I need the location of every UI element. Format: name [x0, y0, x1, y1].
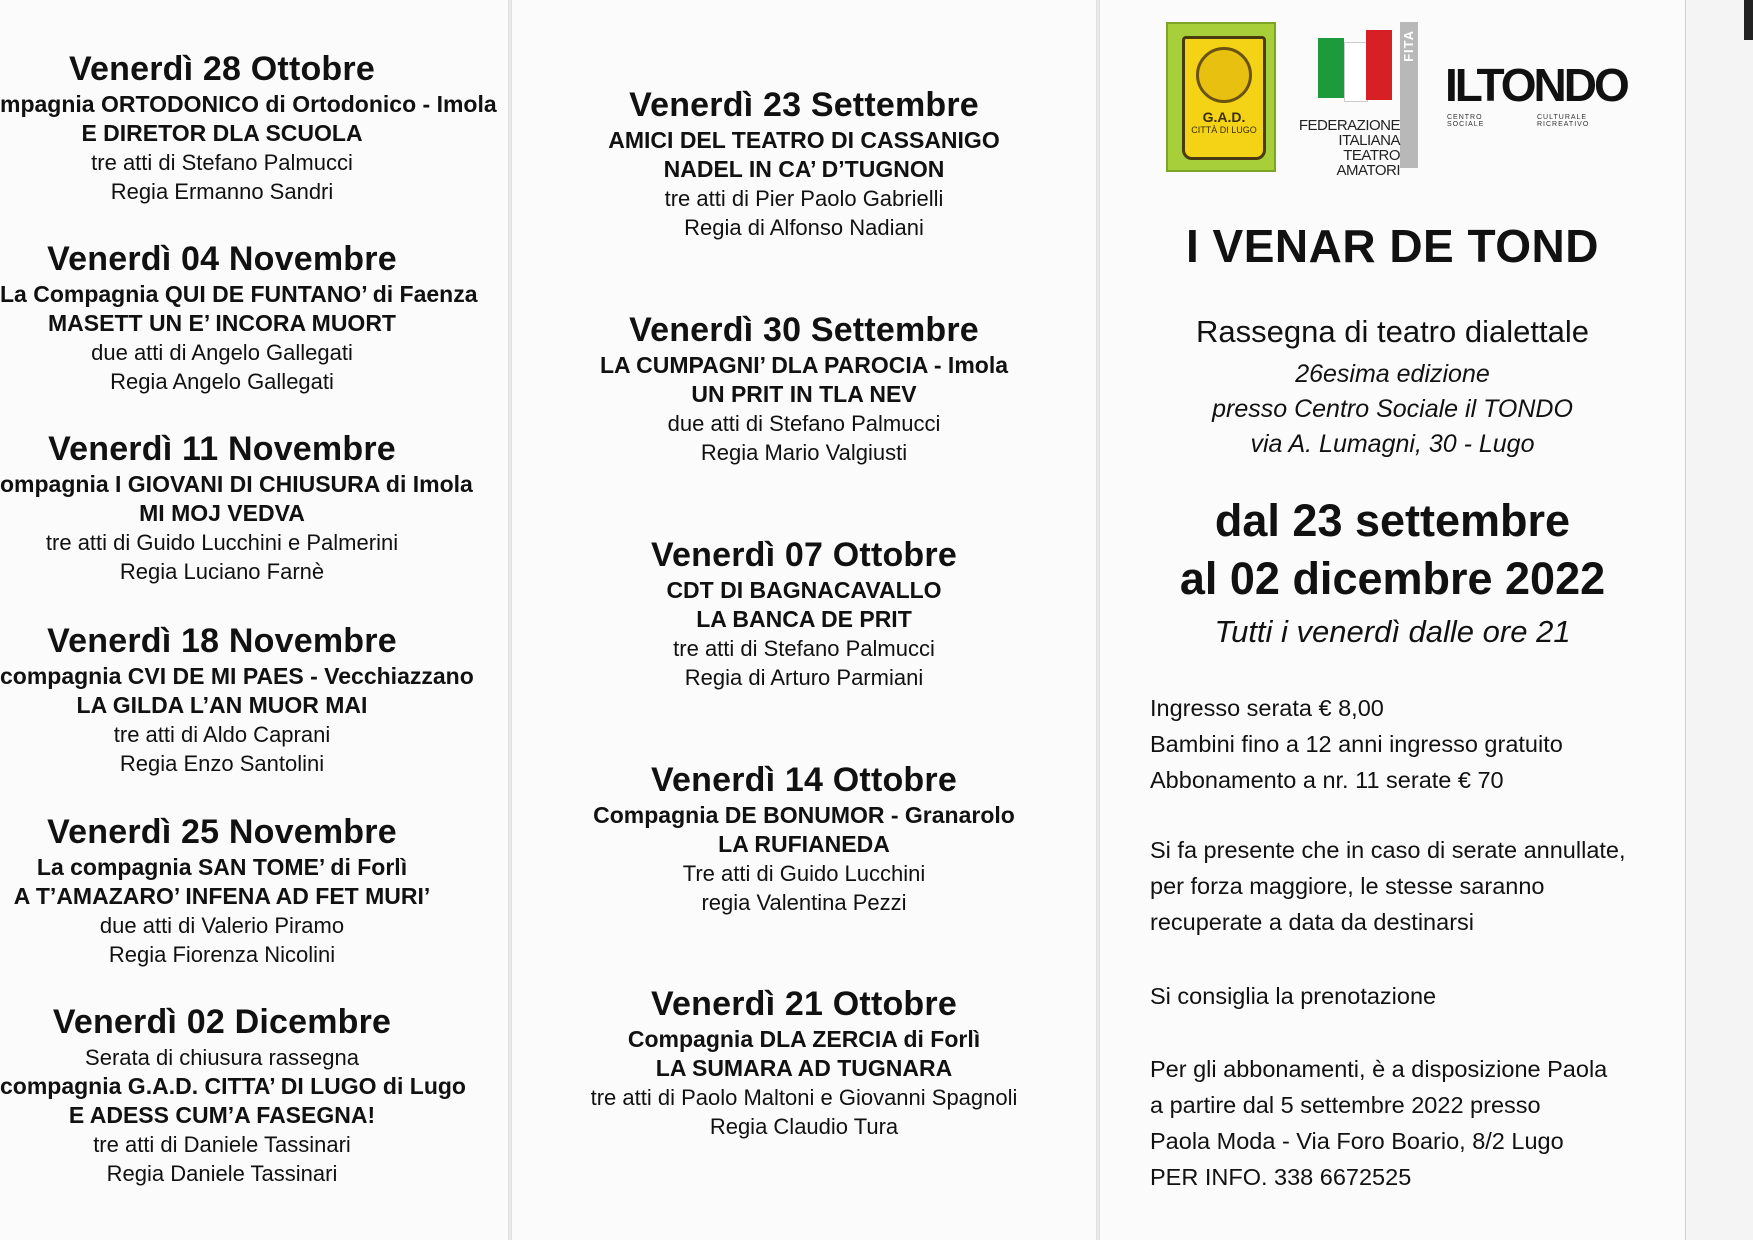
- show-company: La compagnia SAN TOME’ di Forlì: [36, 854, 408, 880]
- show-company: CDT DI BAGNACAVALLO: [666, 577, 942, 603]
- cover-title: I VENAR DE TOND: [1185, 220, 1600, 272]
- show-company: Compagnia DE BONUMOR - Granarolo: [593, 802, 1015, 828]
- booking-info: Si consiglia la prenotazione: [1150, 983, 1437, 1009]
- show-date: Venerdì 11 Novembre: [48, 430, 396, 468]
- show-director: regia Valentina Pezzi: [701, 890, 907, 915]
- show-block: [0, 238, 478, 396]
- show-title: LA GILDA L’AN MUOR MAI: [76, 692, 368, 718]
- show-author: tre atti di Pier Paolo Gabrielli: [664, 186, 944, 211]
- show-title: NADEL IN CA’ D’TUGNON: [663, 156, 945, 182]
- show-block: [512, 309, 1096, 467]
- cover-edition: 26esima edizione: [1295, 360, 1490, 388]
- show-author: due atti di Valerio Piramo: [99, 913, 345, 938]
- subs-line: a partire dal 5 settembre 2022 presso: [1150, 1092, 1541, 1118]
- price-line: Ingresso serata € 8,00: [1150, 695, 1384, 721]
- cover-dates-from: dal 23 settembre: [1214, 495, 1571, 546]
- show-title: LA SUMARA AD TUGNARA: [655, 1055, 953, 1081]
- gad-logo-name: G.A.D.: [1202, 109, 1246, 125]
- cover-subtitle: Rassegna di teatro dialettale: [1196, 314, 1589, 349]
- show-director: Regia di Arturo Parmiani: [684, 665, 924, 690]
- show-block: [512, 983, 1096, 1141]
- show-company: LA CUMPAGNI’ DLA PAROCIA - Imola: [599, 352, 1009, 378]
- show-director: Regia Daniele Tassinari: [106, 1161, 338, 1186]
- show-block: [0, 620, 474, 778]
- gad-shield-icon: [1182, 36, 1266, 160]
- cover-panel: [1100, 0, 1685, 1240]
- show-date: Venerdì 21 Ottobre: [651, 985, 957, 1023]
- show-date: Venerdì 18 Novembre: [47, 622, 397, 660]
- show-author: tre atti di Daniele Tassinari: [93, 1132, 351, 1157]
- fita-line: TEATRO: [1343, 147, 1400, 164]
- show-director: Regia Luciano Farnè: [119, 559, 325, 584]
- show-company: compagnia G.A.D. CITTA’ DI LUGO di Lugo: [0, 1073, 466, 1099]
- show-title: LA BANCA DE PRIT: [696, 606, 912, 632]
- cover-venue: presso Centro Sociale il TONDO: [1212, 395, 1573, 423]
- show-company: Compagnia DLA ZERCIA di Forlì: [627, 1026, 981, 1052]
- show-date: Venerdì 02 Dicembre: [52, 1003, 392, 1041]
- show-date: Venerdì 28 Ottobre: [69, 50, 375, 88]
- show-block: [0, 811, 444, 969]
- show-title: MASETT UN E’ INCORA MUORT: [48, 310, 396, 336]
- cover-dates: [1100, 492, 1685, 608]
- show-director: Regia Enzo Santolini: [119, 751, 325, 776]
- show-block: [512, 534, 1096, 692]
- fita-line: ITALIANA: [1338, 132, 1400, 149]
- show-block: [0, 428, 473, 586]
- show-author: tre atti di Aldo Caprani: [113, 722, 331, 747]
- show-title: E ADESS CUM’A FASEGNA!: [68, 1102, 376, 1128]
- show-date: Venerdì 14 Ottobre: [651, 761, 957, 799]
- fita-bar-label: FITA: [1401, 30, 1416, 62]
- show-author: tre atti di Paolo Maltoni e Giovanni Spagnoli: [590, 1085, 1018, 1110]
- italian-flag-icon: [1308, 28, 1394, 118]
- show-director: Regia di Alfonso Nadiani: [684, 215, 924, 240]
- gad-logo-sub: CITTÀ DI LUGO: [1191, 125, 1257, 135]
- show-block: [0, 48, 497, 206]
- show-date: Venerdì 04 Novembre: [47, 240, 397, 278]
- subs-line: Per gli abbonamenti, è a disposizione Paola: [1150, 1056, 1608, 1082]
- tondo-logo-right: CULTURALE RICREATIVO: [1537, 114, 1590, 128]
- show-author: tre atti di Guido Lucchini e Palmerini: [45, 530, 399, 555]
- show-director: Regia Ermanno Sandri: [110, 179, 334, 204]
- contact-line: PER INFO. 338 6672525: [1150, 1164, 1412, 1190]
- show-date: Venerdì 07 Ottobre: [651, 536, 957, 574]
- cover-address: via A. Lumagni, 30 - Lugo: [1250, 430, 1535, 458]
- subscription-contact-info: [1150, 1051, 1670, 1195]
- fita-logo-text: [1294, 118, 1400, 178]
- fita-line: FEDERAZIONE: [1298, 117, 1400, 134]
- cover-dates-to: al 02 dicembre 2022: [1179, 553, 1606, 604]
- middle-panel: [512, 0, 1096, 1240]
- show-date: Venerdì 23 Settembre: [629, 86, 979, 124]
- subs-line: Paola Moda - Via Foro Boario, 8/2 Lugo: [1150, 1128, 1564, 1154]
- show-director: Regia Claudio Tura: [709, 1114, 899, 1139]
- children-line: Bambini fino a 12 anni ingresso gratuito: [1150, 731, 1563, 757]
- left-panel: [0, 0, 508, 1240]
- show-title: LA RUFIANEDA: [718, 831, 890, 857]
- cover-schedule: Tutti i venerdì dalle ore 21: [1214, 614, 1571, 649]
- cancel-line: per forza maggiore, le stesse saranno: [1150, 873, 1545, 899]
- tondo-logo-left: CENTRO SOCIALE: [1447, 114, 1485, 128]
- show-author: due atti di Angelo Gallegati: [91, 340, 353, 365]
- theatre-masks-icon: [1196, 47, 1252, 103]
- tondo-logo-name: ILTONDO: [1445, 59, 1627, 111]
- cancel-line: Si fa presente che in caso di serate annullate,: [1150, 837, 1626, 863]
- fita-line: AMATORI: [1336, 162, 1400, 179]
- show-block: [512, 84, 1096, 242]
- show-director: Regia Angelo Gallegati: [110, 369, 334, 394]
- show-director: Regia Fiorenza Nicolini: [108, 942, 336, 967]
- fita-bar: [1400, 22, 1418, 168]
- show-company: ompagnia I GIOVANI DI CHIUSURA di Imola: [0, 471, 473, 497]
- show-company: La Compagnia QUI DE FUNTANO’ di Faenza: [0, 281, 478, 307]
- show-title: E DIRETOR DLA SCUOLA: [81, 120, 363, 146]
- cancellation-info: [1150, 832, 1670, 940]
- show-date: Venerdì 30 Settembre: [629, 311, 979, 349]
- show-company: mpagnia ORTODONICO di Ortodonico - Imola: [0, 91, 497, 117]
- show-title: UN PRIT IN TLA NEV: [691, 381, 917, 407]
- show-company: compagnia CVI DE MI PAES - Vecchiazzano: [0, 663, 474, 689]
- show-author: Tre atti di Guido Lucchini: [682, 861, 926, 886]
- show-title: MI MOJ VEDVA: [139, 500, 305, 526]
- show-author: due atti di Stefano Palmucci: [667, 411, 941, 436]
- show-author: tre atti di Stefano Palmucci: [673, 636, 935, 661]
- subscription-line: Abbonamento a nr. 11 serate € 70: [1150, 767, 1504, 793]
- pricing-info: [1150, 690, 1670, 798]
- show-title: A T’AMAZARO’ INFENA AD FET MURI’: [13, 883, 431, 909]
- closing-show-block: [0, 1001, 466, 1188]
- show-note: Serata di chiusura rassegna: [85, 1045, 359, 1070]
- scan-edge: [1744, 0, 1753, 40]
- sheet-edge: [1685, 0, 1753, 1240]
- tondo-logo: [1445, 58, 1627, 138]
- cancel-line: recuperate a data da destinarsi: [1150, 909, 1474, 935]
- show-block: [512, 759, 1096, 917]
- show-date: Venerdì 25 Novembre: [47, 813, 397, 851]
- show-director: Regia Mario Valgiusti: [700, 440, 908, 465]
- show-author: tre atti di Stefano Palmucci: [91, 150, 353, 175]
- show-company: AMICI DEL TEATRO DI CASSANIGO: [608, 127, 1000, 153]
- gad-logo: [1166, 22, 1276, 172]
